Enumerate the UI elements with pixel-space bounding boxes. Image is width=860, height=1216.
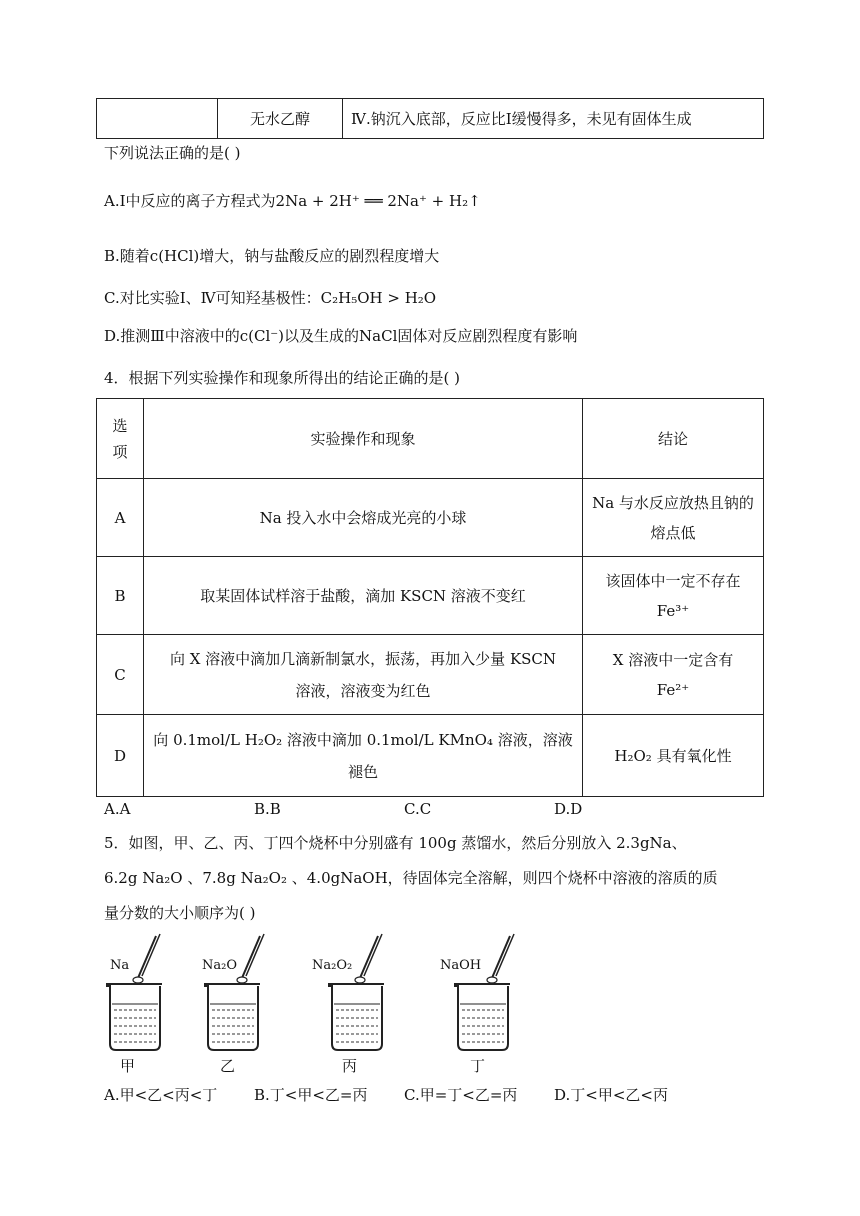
beaker-icon xyxy=(326,928,416,1052)
beaker-name-label: 丙 xyxy=(342,1057,358,1075)
q4-row-d-operation: 向 0.1mol/L H₂O₂ 溶液中滴加 0.1mol/L KMnO₄ 溶液，溶液褪色 xyxy=(144,715,583,797)
q3-option-a-prefix: A.Ⅰ中反应的离子方程式为 xyxy=(104,192,276,210)
table-row xyxy=(97,715,764,797)
beaker-reagent-label: Na₂O xyxy=(202,958,237,973)
beaker-icon xyxy=(452,928,542,1052)
q5-choice-d: D.丁<甲<乙<丙 xyxy=(554,1086,668,1104)
q4-row-c-operation: 向 X 溶液中滴加几滴新制氯水，振荡，再加入少量 KSCN 溶液，溶液变为红色 xyxy=(144,635,583,715)
table-row xyxy=(97,479,764,557)
q4-header-conclusion: 结论 xyxy=(583,399,764,479)
q4-choice-b: B.B xyxy=(254,800,281,818)
q5-choice-a: A.甲<乙<丙<丁 xyxy=(104,1086,218,1104)
q5-choice-c: C.甲=丁<乙=丙 xyxy=(404,1086,518,1104)
q4-header-row xyxy=(97,399,764,479)
q5-choice-b: B.丁<甲<乙=丙 xyxy=(254,1086,368,1104)
top-cell-reagent: 无水乙醇 xyxy=(218,99,343,139)
beaker-jia xyxy=(104,928,194,1078)
q4-row-d-conclusion: H₂O₂ 具有氧化性 xyxy=(583,715,764,797)
q3-stem: 下列说法正确的是( ) xyxy=(104,144,241,162)
beaker-icon xyxy=(104,928,194,1052)
beaker-yi xyxy=(202,928,292,1078)
q4-row-b-conclusion: 该固体中一定不存在 Fe³⁺ xyxy=(583,557,764,635)
q5-line1: 5．如图，甲、乙、丙、丁四个烧杯中分别盛有 100g 蒸馏水，然后分别放入 2.3gNa、 xyxy=(104,834,687,852)
top-table-fragment xyxy=(96,98,764,139)
q4-row-b-operation: 取某固体试样溶于盐酸，滴加 KSCN 溶液不变红 xyxy=(144,557,583,635)
beaker-name-label: 丁 xyxy=(470,1057,486,1075)
q4-choice-c: C.C xyxy=(404,800,432,818)
q4-choice-a: A.A xyxy=(104,800,131,818)
table-row xyxy=(97,557,764,635)
beaker-name-label: 甲 xyxy=(120,1057,136,1075)
beaker-name-label: 乙 xyxy=(220,1057,236,1075)
top-cell-observation: Ⅳ.钠沉入底部，反应比Ⅰ缓慢得多，未见有固体生成 xyxy=(343,99,764,139)
q4-header-operation: 实验操作和现象 xyxy=(144,399,583,479)
beaker-reagent-label: Na₂O₂ xyxy=(312,958,353,973)
beaker-icon xyxy=(202,928,292,1052)
q3-option-a xyxy=(104,190,481,211)
beaker-ding xyxy=(440,928,540,1078)
q4-row-d-option: D xyxy=(97,715,144,797)
beaker-reagent-label: Na xyxy=(110,958,130,973)
q3-option-d: D.推测Ⅲ中溶液中的c(Cl⁻)以及生成的NaCl固体对反应剧烈程度有影响 xyxy=(104,327,578,345)
beaker-figure xyxy=(104,928,524,1078)
q4-header-option: 选 项 xyxy=(97,399,144,479)
q3-option-c: C.对比实验Ⅰ、Ⅳ可知羟基极性：C₂H₅OH > H₂O xyxy=(104,289,437,307)
top-cell-empty xyxy=(97,99,218,139)
q5-line2: 6.2g Na₂O 、7.8g Na₂O₂ 、4.0gNaOH，待固体完全溶解，则四个烧杯中溶液的溶质的质 xyxy=(104,869,718,887)
q4-row-b-option: B xyxy=(97,557,144,635)
beaker-reagent-label: NaOH xyxy=(440,958,482,973)
q4-row-a-option: A xyxy=(97,479,144,557)
q4-row-c-option: C xyxy=(97,635,144,715)
table-row xyxy=(97,635,764,715)
q4-row-c-conclusion: X 溶液中一定含有 Fe²⁺ xyxy=(583,635,764,715)
q3-option-b: B.随着c(HCl)增大，钠与盐酸反应的剧烈程度增大 xyxy=(104,247,440,265)
q5-line3: 量分数的大小顺序为( ) xyxy=(104,904,256,922)
q4-row-a-conclusion: Na 与水反应放热且钠的熔点低 xyxy=(583,479,764,557)
q4-stem: 4．根据下列实验操作和现象所得出的结论正确的是( ) xyxy=(104,369,461,387)
beaker-bing xyxy=(312,928,412,1078)
q4-row-a-operation: Na 投入水中会熔成光亮的小球 xyxy=(144,479,583,557)
q3-option-a-equation: 2Na + 2H⁺ ══ 2Na⁺ + H₂↑ xyxy=(275,192,481,210)
q4-table xyxy=(96,398,764,797)
q4-choice-d: D.D xyxy=(554,800,583,818)
